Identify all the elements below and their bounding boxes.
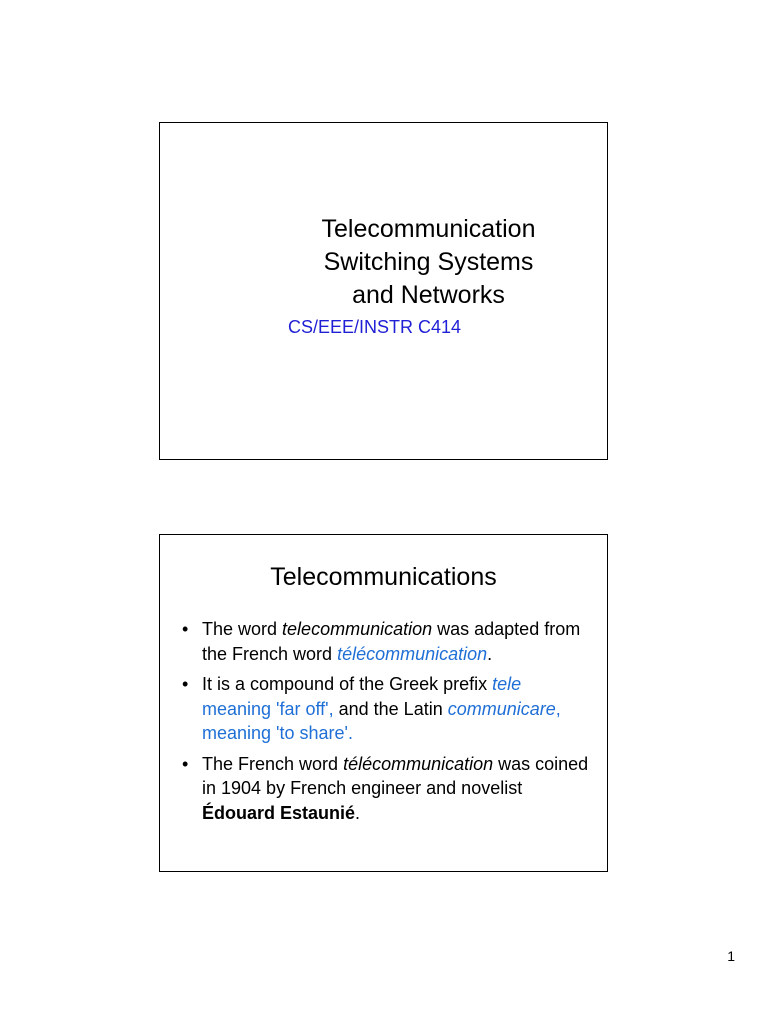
bullet-text-italic: télécommunication bbox=[343, 753, 494, 774]
bullet-text-bold: Édouard Estaunié bbox=[202, 802, 356, 823]
slide-title bbox=[159, 122, 608, 460]
course-code: CS/EEE/INSTR C414 bbox=[288, 317, 462, 337]
title-line-3: and Networks bbox=[352, 281, 505, 309]
bullet-text-highlight: tele bbox=[492, 674, 522, 694]
slide-title-heading bbox=[160, 213, 607, 312]
bullet-text: The word bbox=[202, 619, 283, 639]
bullet-icon: • bbox=[182, 619, 189, 639]
bullet-text: was adapted from the French word bbox=[202, 619, 581, 664]
title-line-1: Telecommunication bbox=[321, 215, 536, 243]
bullet-text-highlight: communicare bbox=[447, 698, 556, 719]
slide-heading: Telecommunications bbox=[270, 563, 497, 591]
bullet-text: The French word bbox=[202, 753, 344, 774]
page-number: 1 bbox=[727, 948, 735, 964]
bullet-list bbox=[182, 617, 592, 831]
bullet-text: . bbox=[487, 643, 493, 664]
bullet-item bbox=[182, 672, 592, 746]
bullet-item bbox=[182, 752, 592, 826]
bullet-text: was coined in 1904 by French engineer and novelist bbox=[202, 753, 589, 798]
bullet-text-highlight: meaning 'far off', bbox=[202, 698, 334, 719]
bullet-icon: • bbox=[182, 753, 189, 774]
bullet-text-highlight: , meaning 'to share'. bbox=[202, 698, 561, 743]
bullet-text: and the Latin bbox=[333, 698, 448, 719]
bullet-text-highlight: télécommunication bbox=[337, 643, 488, 664]
slide-telecommunications bbox=[159, 534, 608, 872]
bullet-item bbox=[182, 617, 592, 666]
bullet-icon: • bbox=[182, 674, 189, 694]
bullet-text: . bbox=[355, 802, 361, 823]
bullet-text-italic: telecommunication bbox=[282, 619, 433, 639]
bullet-text: It is a compound of the Greek prefix bbox=[202, 674, 493, 694]
title-line-2: Switching Systems bbox=[323, 248, 534, 276]
